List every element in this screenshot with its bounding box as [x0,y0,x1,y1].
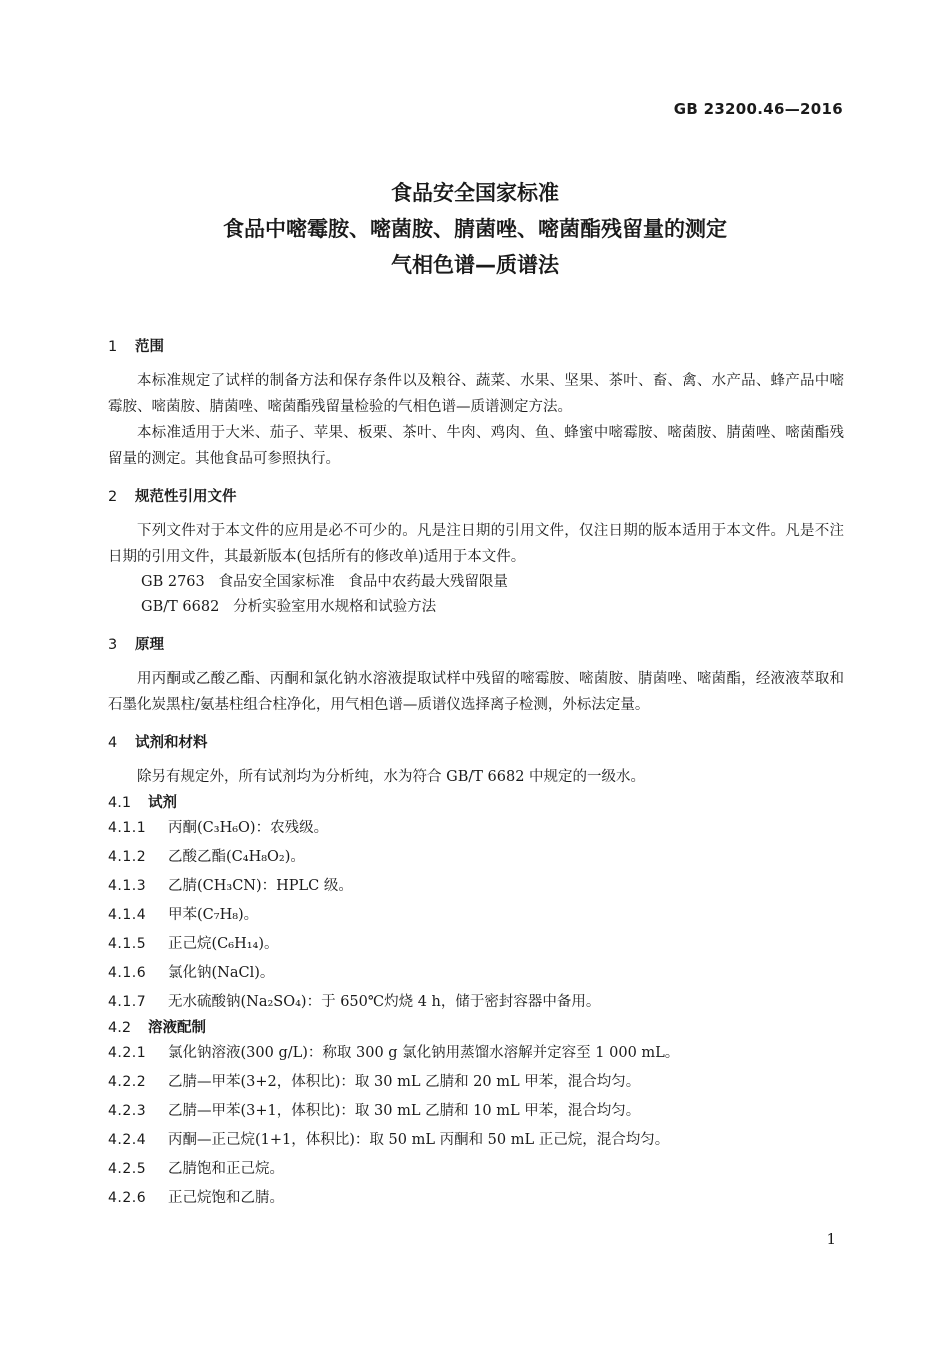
subsection-4-1-heading [108,792,844,814]
section-title: 原理 [135,637,164,653]
item-number: 4.1.3 [108,878,147,894]
section-2-heading [108,486,844,508]
paragraph: 用丙酮或乙酸乙酯、丙酮和氯化钠水溶液提取试样中残留的嘧霉胺、嘧菌胺、腈菌唑、嘧菌酯，经液液萃取和石墨化炭黑柱/氨基柱组合柱净化，用气相色谱—质谱仪选择离子检测，外标法定量。 [108,671,844,713]
section-number: 3 [108,637,118,653]
item-number: 4.1.1 [108,820,147,836]
list-item [108,1184,844,1213]
title-line-2: 食品中嘧霉胺、嘧菌胺、腈菌唑、嘧菌酯残留量的测定 [223,217,727,241]
item-number: 4.2.5 [108,1161,147,1177]
list-item [108,1126,844,1155]
subsection-title: 试剂 [148,795,177,811]
paragraph: 本标准规定了试样的制备方法和保存条件以及粮谷、蔬菜、水果、坚果、茶叶、畜、禽、水产品、蜂产品中嘧霉胺、嘧菌胺、腈菌唑、嘧菌酯残留量检验的气相色谱—质谱测定方法。 [108,373,844,415]
section-4-heading [108,732,844,754]
item-number: 4.1.6 [108,965,147,981]
paragraph: 下列文件对于本文件的应用是必不可少的。凡是注日期的引用文件，仅注日期的版本适用于本文件。凡是不注日期的引用文件，其最新版本(包括所有的修改单)适用于本文件。 [108,523,844,565]
list-item [108,1039,844,1068]
subsection-4-2-heading [108,1017,844,1039]
list-item [108,930,844,959]
item-text: 丙酮—正己烷(1+1，体积比)：取 50 mL 丙酮和 50 mL 正己烷，混合均匀。 [168,1132,670,1148]
section-3-heading [108,634,844,656]
list-item [108,1155,844,1184]
subsection-number: 4.1 [108,795,132,811]
list-item [108,872,844,901]
paragraph: 除另有规定外，所有试剂均为分析纯，水为符合 GB/T 6682 中规定的一级水。 [137,769,646,785]
reference-item: GB/T 6682 分析实验室用水规格和试验方法 [141,599,437,615]
document-body [108,336,844,1213]
item-text: 乙腈饱和正己烷。 [168,1161,284,1177]
list-item [108,901,844,930]
item-text: 正己烷饱和乙腈。 [168,1190,284,1206]
section-number: 2 [108,489,118,505]
list-item [108,988,844,1017]
item-number: 4.2.6 [108,1190,147,1206]
section-title: 试剂和材料 [135,735,208,751]
item-text: 乙酸乙酯(C₄H₈O₂)。 [168,849,305,865]
subsection-number: 4.2 [108,1020,132,1036]
section-1-heading [108,336,844,358]
item-number: 4.2.1 [108,1045,147,1061]
section-number: 4 [108,735,118,751]
page-number: 1 [826,1230,836,1248]
item-text: 正己烷(C₆H₁₄)。 [168,936,279,952]
list-item [108,1068,844,1097]
list-item [108,959,844,988]
title-line-3: 气相色谱—质谱法 [391,253,559,277]
item-number: 4.2.3 [108,1103,147,1119]
item-number: 4.1.2 [108,849,147,865]
list-item [108,843,844,872]
item-number: 4.1.5 [108,936,147,952]
item-text: 乙腈(CH₃CN)：HPLC 级。 [168,878,353,894]
item-number: 4.1.4 [108,907,147,923]
item-text: 氯化钠(NaCl)。 [168,965,275,981]
item-number: 4.1.7 [108,994,147,1010]
paragraph: 本标准适用于大米、茄子、苹果、板栗、茶叶、牛肉、鸡肉、鱼、蜂蜜中嘧霉胺、嘧菌胺、腈菌唑、嘧菌酯残留量的测定。其他食品可参照执行。 [108,425,844,467]
item-text: 丙酮(C₃H₆O)：农残级。 [168,820,329,836]
section-title: 规范性引用文件 [135,489,237,505]
list-item [108,1097,844,1126]
reference-item: GB 2763 食品安全国家标准 食品中农药最大残留限量 [141,574,508,590]
title-line-1: 食品安全国家标准 [391,181,559,205]
section-number: 1 [108,339,118,355]
subsection-title: 溶液配制 [148,1020,206,1036]
list-item [108,814,844,843]
title-block [0,175,950,283]
item-text: 甲苯(C₇H₈)。 [168,907,259,923]
item-text: 无水硫酸钠(Na₂SO₄)：于 650℃灼烧 4 h，储于密封容器中备用。 [168,994,601,1010]
document-number: GB 23200.46—2016 [673,100,843,118]
item-text: 氯化钠溶液(300 g/L)：称取 300 g 氯化钠用蒸馏水溶解并定容至 1 000 mL。 [168,1045,680,1061]
item-text: 乙腈—甲苯(3+2，体积比)：取 30 mL 乙腈和 20 mL 甲苯，混合均匀。 [168,1074,641,1090]
section-title: 范围 [135,339,164,355]
item-number: 4.2.2 [108,1074,147,1090]
item-text: 乙腈—甲苯(3+1，体积比)：取 30 mL 乙腈和 10 mL 甲苯，混合均匀。 [168,1103,641,1119]
item-number: 4.2.4 [108,1132,147,1148]
